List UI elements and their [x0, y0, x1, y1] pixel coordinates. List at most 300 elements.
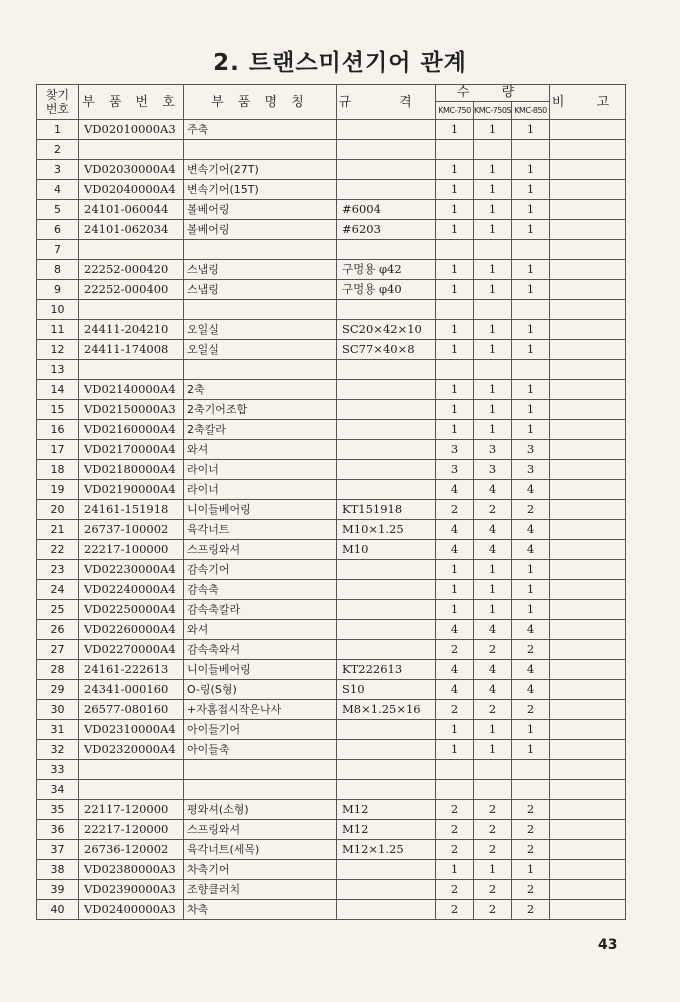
- table-row: [37, 640, 626, 660]
- table-row: [37, 400, 626, 420]
- row-spec: [337, 400, 436, 420]
- table-row: [37, 520, 626, 540]
- row-spec: [337, 580, 436, 600]
- table-row: [37, 220, 626, 240]
- row-remarks: [550, 220, 626, 240]
- row-qty-850: 1: [512, 400, 550, 420]
- row-part-name: 스냅링: [184, 260, 337, 280]
- table-row: [37, 820, 626, 840]
- row-qty-750: [436, 140, 474, 160]
- row-remarks: [550, 720, 626, 740]
- row-spec: M12×1.25: [337, 840, 436, 860]
- table-row: [37, 560, 626, 580]
- row-remarks: [550, 120, 626, 140]
- row-part-name: 라이너: [184, 460, 337, 480]
- row-qty-750: 1: [436, 340, 474, 360]
- page-title: 2. 트랜스미션기어 관계: [213, 50, 467, 76]
- row-qty-750s: 1: [474, 380, 512, 400]
- row-remarks: [550, 300, 626, 320]
- row-remarks: [550, 200, 626, 220]
- row-spec: M8×1.25×16: [337, 700, 436, 720]
- row-no: 19: [37, 480, 79, 500]
- row-part-name: 오일실: [184, 320, 337, 340]
- row-spec: [337, 740, 436, 760]
- row-part-no: [79, 300, 184, 320]
- row-qty-850: 2: [512, 700, 550, 720]
- header-model-750: KMC-750: [436, 102, 474, 120]
- row-part-name: 와셔: [184, 620, 337, 640]
- row-spec: [337, 860, 436, 880]
- row-part-no: [79, 780, 184, 800]
- row-part-name: 아이들기어: [184, 720, 337, 740]
- row-spec: [337, 720, 436, 740]
- row-qty-750s: 1: [474, 860, 512, 880]
- row-qty-750: 4: [436, 540, 474, 560]
- row-qty-750: 1: [436, 320, 474, 340]
- table-row: [37, 240, 626, 260]
- row-qty-750s: [474, 140, 512, 160]
- row-no: 9: [37, 280, 79, 300]
- row-remarks: [550, 700, 626, 720]
- row-part-name: 오일실: [184, 340, 337, 360]
- row-no: 26: [37, 620, 79, 640]
- row-remarks: [550, 660, 626, 680]
- row-spec: [337, 780, 436, 800]
- row-qty-750s: 1: [474, 320, 512, 340]
- row-remarks: [550, 160, 626, 180]
- row-qty-850: 1: [512, 600, 550, 620]
- row-qty-750: 3: [436, 440, 474, 460]
- row-qty-750s: 1: [474, 220, 512, 240]
- row-qty-750s: 1: [474, 420, 512, 440]
- row-remarks: [550, 760, 626, 780]
- row-qty-750s: 2: [474, 880, 512, 900]
- row-part-no: [79, 240, 184, 260]
- row-part-name: 스냅링: [184, 280, 337, 300]
- row-part-name: 육각너트(세목): [184, 840, 337, 860]
- table-row: [37, 900, 626, 920]
- row-part-name: 와셔: [184, 440, 337, 460]
- row-qty-850: 1: [512, 260, 550, 280]
- row-spec: [337, 300, 436, 320]
- row-qty-850: 1: [512, 860, 550, 880]
- row-qty-850: 4: [512, 620, 550, 640]
- row-qty-850: 1: [512, 220, 550, 240]
- row-part-name: 볼베어링: [184, 200, 337, 220]
- row-part-name: 감속축: [184, 580, 337, 600]
- row-qty-750: 1: [436, 420, 474, 440]
- row-qty-850: 3: [512, 440, 550, 460]
- row-part-no: 22217-120000: [79, 820, 184, 840]
- row-part-no: VD02250000A4: [79, 600, 184, 620]
- row-part-no: VD02390000A3: [79, 880, 184, 900]
- row-spec: [337, 360, 436, 380]
- row-qty-850: 2: [512, 840, 550, 860]
- row-qty-750s: [474, 760, 512, 780]
- row-part-name: 주축: [184, 120, 337, 140]
- row-spec: #6203: [337, 220, 436, 240]
- table-row: [37, 840, 626, 860]
- row-qty-750s: 3: [474, 460, 512, 480]
- row-no: 31: [37, 720, 79, 740]
- row-qty-750s: [474, 360, 512, 380]
- row-spec: [337, 880, 436, 900]
- row-qty-750s: 1: [474, 400, 512, 420]
- row-remarks: [550, 780, 626, 800]
- row-qty-850: 1: [512, 120, 550, 140]
- row-qty-750: 1: [436, 600, 474, 620]
- table-row: [37, 600, 626, 620]
- row-remarks: [550, 140, 626, 160]
- row-qty-750: 2: [436, 880, 474, 900]
- row-remarks: [550, 460, 626, 480]
- row-qty-850: 4: [512, 540, 550, 560]
- row-spec: [337, 600, 436, 620]
- table-row: [37, 260, 626, 280]
- row-qty-750s: 4: [474, 680, 512, 700]
- row-part-name: 차축: [184, 900, 337, 920]
- row-qty-750s: 4: [474, 620, 512, 640]
- table-row: [37, 620, 626, 640]
- table-row: [37, 320, 626, 340]
- row-part-no: VD02230000A4: [79, 560, 184, 580]
- row-part-no: VD02180000A4: [79, 460, 184, 480]
- row-part-name: [184, 360, 337, 380]
- row-remarks: [550, 500, 626, 520]
- row-part-no: VD02380000A3: [79, 860, 184, 880]
- row-spec: [337, 180, 436, 200]
- row-part-name: [184, 760, 337, 780]
- row-qty-750: 4: [436, 520, 474, 540]
- row-spec: KT151918: [337, 500, 436, 520]
- row-qty-750: 1: [436, 580, 474, 600]
- row-part-no: VD02010000A3: [79, 120, 184, 140]
- row-spec: [337, 760, 436, 780]
- row-no: 37: [37, 840, 79, 860]
- row-part-no: [79, 360, 184, 380]
- row-remarks: [550, 560, 626, 580]
- row-spec: [337, 420, 436, 440]
- row-qty-850: [512, 240, 550, 260]
- row-qty-850: 1: [512, 180, 550, 200]
- row-qty-750: 1: [436, 220, 474, 240]
- row-spec: [337, 900, 436, 920]
- row-qty-850: [512, 780, 550, 800]
- table-row: [37, 680, 626, 700]
- row-qty-750s: 1: [474, 180, 512, 200]
- row-qty-750: 2: [436, 700, 474, 720]
- row-spec: M10×1.25: [337, 520, 436, 540]
- row-qty-750s: 1: [474, 200, 512, 220]
- row-spec: [337, 560, 436, 580]
- row-part-no: [79, 760, 184, 780]
- table-row: [37, 500, 626, 520]
- row-qty-750: 1: [436, 160, 474, 180]
- row-spec: [337, 160, 436, 180]
- header-model-850: KMC-850: [512, 102, 550, 120]
- row-qty-750: 1: [436, 200, 474, 220]
- row-no: 13: [37, 360, 79, 380]
- row-qty-750s: 2: [474, 500, 512, 520]
- row-part-name: 2축칼라: [184, 420, 337, 440]
- row-qty-750s: 1: [474, 580, 512, 600]
- row-no: 39: [37, 880, 79, 900]
- table-row: [37, 580, 626, 600]
- row-qty-750: 1: [436, 400, 474, 420]
- row-no: 36: [37, 820, 79, 840]
- row-spec: [337, 120, 436, 140]
- row-part-no: VD02320000A4: [79, 740, 184, 760]
- row-qty-750: [436, 300, 474, 320]
- row-spec: S10: [337, 680, 436, 700]
- row-no: 5: [37, 200, 79, 220]
- row-remarks: [550, 180, 626, 200]
- row-qty-850: 1: [512, 380, 550, 400]
- row-qty-750s: 4: [474, 480, 512, 500]
- row-no: 14: [37, 380, 79, 400]
- row-spec: [337, 480, 436, 500]
- row-remarks: [550, 840, 626, 860]
- row-remarks: [550, 860, 626, 880]
- row-part-name: [184, 780, 337, 800]
- header-spec: 규 격: [337, 85, 436, 120]
- row-part-no: 26737-100002: [79, 520, 184, 540]
- row-no: 1: [37, 120, 79, 140]
- row-spec: [337, 440, 436, 460]
- header-model-750s: KMC-750S: [474, 102, 512, 120]
- row-part-name: 차축기어: [184, 860, 337, 880]
- row-qty-750: 2: [436, 800, 474, 820]
- row-remarks: [550, 640, 626, 660]
- row-part-name: +자홈접시작은나사: [184, 700, 337, 720]
- row-spec: SC20×42×10: [337, 320, 436, 340]
- row-no: 3: [37, 160, 79, 180]
- row-remarks: [550, 600, 626, 620]
- row-part-no: 26736-120002: [79, 840, 184, 860]
- row-qty-750s: [474, 300, 512, 320]
- row-remarks: [550, 820, 626, 840]
- row-part-name: 니이들베어링: [184, 500, 337, 520]
- row-spec: M10: [337, 540, 436, 560]
- row-remarks: [550, 800, 626, 820]
- row-no: 20: [37, 500, 79, 520]
- row-no: 15: [37, 400, 79, 420]
- row-spec: SC77×40×8: [337, 340, 436, 360]
- row-part-name: 육각너트: [184, 520, 337, 540]
- row-remarks: [550, 280, 626, 300]
- row-no: 35: [37, 800, 79, 820]
- row-no: 11: [37, 320, 79, 340]
- row-part-no: 22252-000420: [79, 260, 184, 280]
- row-part-name: 조향클러치: [184, 880, 337, 900]
- row-qty-750s: 1: [474, 160, 512, 180]
- row-qty-850: 2: [512, 820, 550, 840]
- table-row: [37, 380, 626, 400]
- row-spec: M12: [337, 800, 436, 820]
- row-no: 16: [37, 420, 79, 440]
- row-no: 2: [37, 140, 79, 160]
- table-row: [37, 160, 626, 180]
- row-part-no: 24411-204210: [79, 320, 184, 340]
- row-qty-750s: 4: [474, 540, 512, 560]
- table-row: [37, 540, 626, 560]
- row-spec: [337, 380, 436, 400]
- row-qty-750: 1: [436, 280, 474, 300]
- row-qty-850: 1: [512, 720, 550, 740]
- row-part-no: VD02240000A4: [79, 580, 184, 600]
- row-part-no: 24101-060044: [79, 200, 184, 220]
- row-qty-750s: 2: [474, 800, 512, 820]
- row-part-no: 22252-000400: [79, 280, 184, 300]
- row-qty-850: 2: [512, 880, 550, 900]
- row-no: 34: [37, 780, 79, 800]
- row-part-name: 감속기어: [184, 560, 337, 580]
- table-row: [37, 420, 626, 440]
- row-qty-750: 1: [436, 860, 474, 880]
- row-part-no: VD02270000A4: [79, 640, 184, 660]
- table-row: [37, 200, 626, 220]
- row-part-name: [184, 300, 337, 320]
- table-row: [37, 120, 626, 140]
- row-spec: [337, 640, 436, 660]
- row-qty-750s: 4: [474, 520, 512, 540]
- row-part-no: VD02140000A4: [79, 380, 184, 400]
- row-qty-750: 1: [436, 260, 474, 280]
- row-part-no: VD02160000A4: [79, 420, 184, 440]
- row-qty-850: [512, 360, 550, 380]
- row-part-name: 2축기어조합: [184, 400, 337, 420]
- row-qty-850: 1: [512, 280, 550, 300]
- header-remarks: 비 고: [550, 85, 626, 120]
- row-qty-750s: 1: [474, 740, 512, 760]
- row-remarks: [550, 380, 626, 400]
- header-part-no: 부 품 번 호: [79, 85, 184, 120]
- row-remarks: [550, 740, 626, 760]
- row-part-no: VD02260000A4: [79, 620, 184, 640]
- row-no: 38: [37, 860, 79, 880]
- row-qty-750: 2: [436, 500, 474, 520]
- row-qty-850: [512, 760, 550, 780]
- row-qty-750s: [474, 780, 512, 800]
- row-remarks: [550, 520, 626, 540]
- row-remarks: [550, 340, 626, 360]
- row-part-name: 2축: [184, 380, 337, 400]
- row-part-no: VD02310000A4: [79, 720, 184, 740]
- row-part-no: VD02040000A4: [79, 180, 184, 200]
- row-remarks: [550, 900, 626, 920]
- row-no: 8: [37, 260, 79, 280]
- table-row: [37, 880, 626, 900]
- header-qty: 수 량: [436, 85, 550, 102]
- row-qty-850: [512, 140, 550, 160]
- row-qty-750: 4: [436, 680, 474, 700]
- row-no: 30: [37, 700, 79, 720]
- row-qty-750: 2: [436, 820, 474, 840]
- row-qty-750s: 1: [474, 600, 512, 620]
- row-qty-750: 1: [436, 560, 474, 580]
- row-spec: [337, 620, 436, 640]
- row-qty-750s: 1: [474, 260, 512, 280]
- row-remarks: [550, 440, 626, 460]
- row-part-no: 24411-174008: [79, 340, 184, 360]
- row-qty-850: 1: [512, 740, 550, 760]
- row-part-no: 24341-000160: [79, 680, 184, 700]
- row-remarks: [550, 540, 626, 560]
- row-part-no: VD02030000A4: [79, 160, 184, 180]
- row-qty-750s: 1: [474, 560, 512, 580]
- row-part-name: 변속기어(27T): [184, 160, 337, 180]
- row-part-no: VD02190000A4: [79, 480, 184, 500]
- row-part-no: 24161-151918: [79, 500, 184, 520]
- parts-table: [36, 84, 626, 920]
- row-qty-750s: 2: [474, 640, 512, 660]
- row-qty-750: 2: [436, 900, 474, 920]
- row-remarks: [550, 420, 626, 440]
- row-part-name: 니이들베어링: [184, 660, 337, 680]
- row-qty-750s: 4: [474, 660, 512, 680]
- row-qty-850: 1: [512, 560, 550, 580]
- row-spec: #6004: [337, 200, 436, 220]
- row-qty-750: [436, 240, 474, 260]
- row-qty-750: 2: [436, 640, 474, 660]
- row-qty-850: [512, 300, 550, 320]
- table-row: [37, 280, 626, 300]
- row-remarks: [550, 880, 626, 900]
- row-remarks: [550, 320, 626, 340]
- table-row: [37, 740, 626, 760]
- row-qty-750: 1: [436, 740, 474, 760]
- row-spec: 구멍용 φ42: [337, 260, 436, 280]
- row-qty-750: 3: [436, 460, 474, 480]
- row-qty-850: 4: [512, 660, 550, 680]
- table-row: [37, 720, 626, 740]
- row-qty-750: 1: [436, 180, 474, 200]
- row-no: 24: [37, 580, 79, 600]
- row-qty-750: [436, 780, 474, 800]
- row-part-no: 22217-100000: [79, 540, 184, 560]
- row-qty-850: 1: [512, 160, 550, 180]
- row-remarks: [550, 240, 626, 260]
- table-row: [37, 180, 626, 200]
- row-no: 4: [37, 180, 79, 200]
- row-part-name: 스프링와셔: [184, 540, 337, 560]
- row-qty-750: [436, 760, 474, 780]
- row-no: 32: [37, 740, 79, 760]
- row-remarks: [550, 360, 626, 380]
- row-no: 28: [37, 660, 79, 680]
- row-no: 10: [37, 300, 79, 320]
- row-qty-850: 4: [512, 680, 550, 700]
- row-remarks: [550, 260, 626, 280]
- row-part-no: VD02400000A3: [79, 900, 184, 920]
- row-part-name: [184, 240, 337, 260]
- row-remarks: [550, 620, 626, 640]
- table-row: [37, 300, 626, 320]
- row-qty-850: 2: [512, 500, 550, 520]
- header-part-name: 부 품 명 칭: [184, 85, 337, 120]
- row-qty-750s: 3: [474, 440, 512, 460]
- row-qty-850: 3: [512, 460, 550, 480]
- row-qty-750: 4: [436, 660, 474, 680]
- row-qty-750s: 1: [474, 720, 512, 740]
- row-qty-850: 2: [512, 800, 550, 820]
- row-no: 6: [37, 220, 79, 240]
- row-part-name: 아이들축: [184, 740, 337, 760]
- row-qty-750: 1: [436, 380, 474, 400]
- row-qty-750s: 2: [474, 900, 512, 920]
- row-part-name: 스프링와셔: [184, 820, 337, 840]
- table-row: [37, 140, 626, 160]
